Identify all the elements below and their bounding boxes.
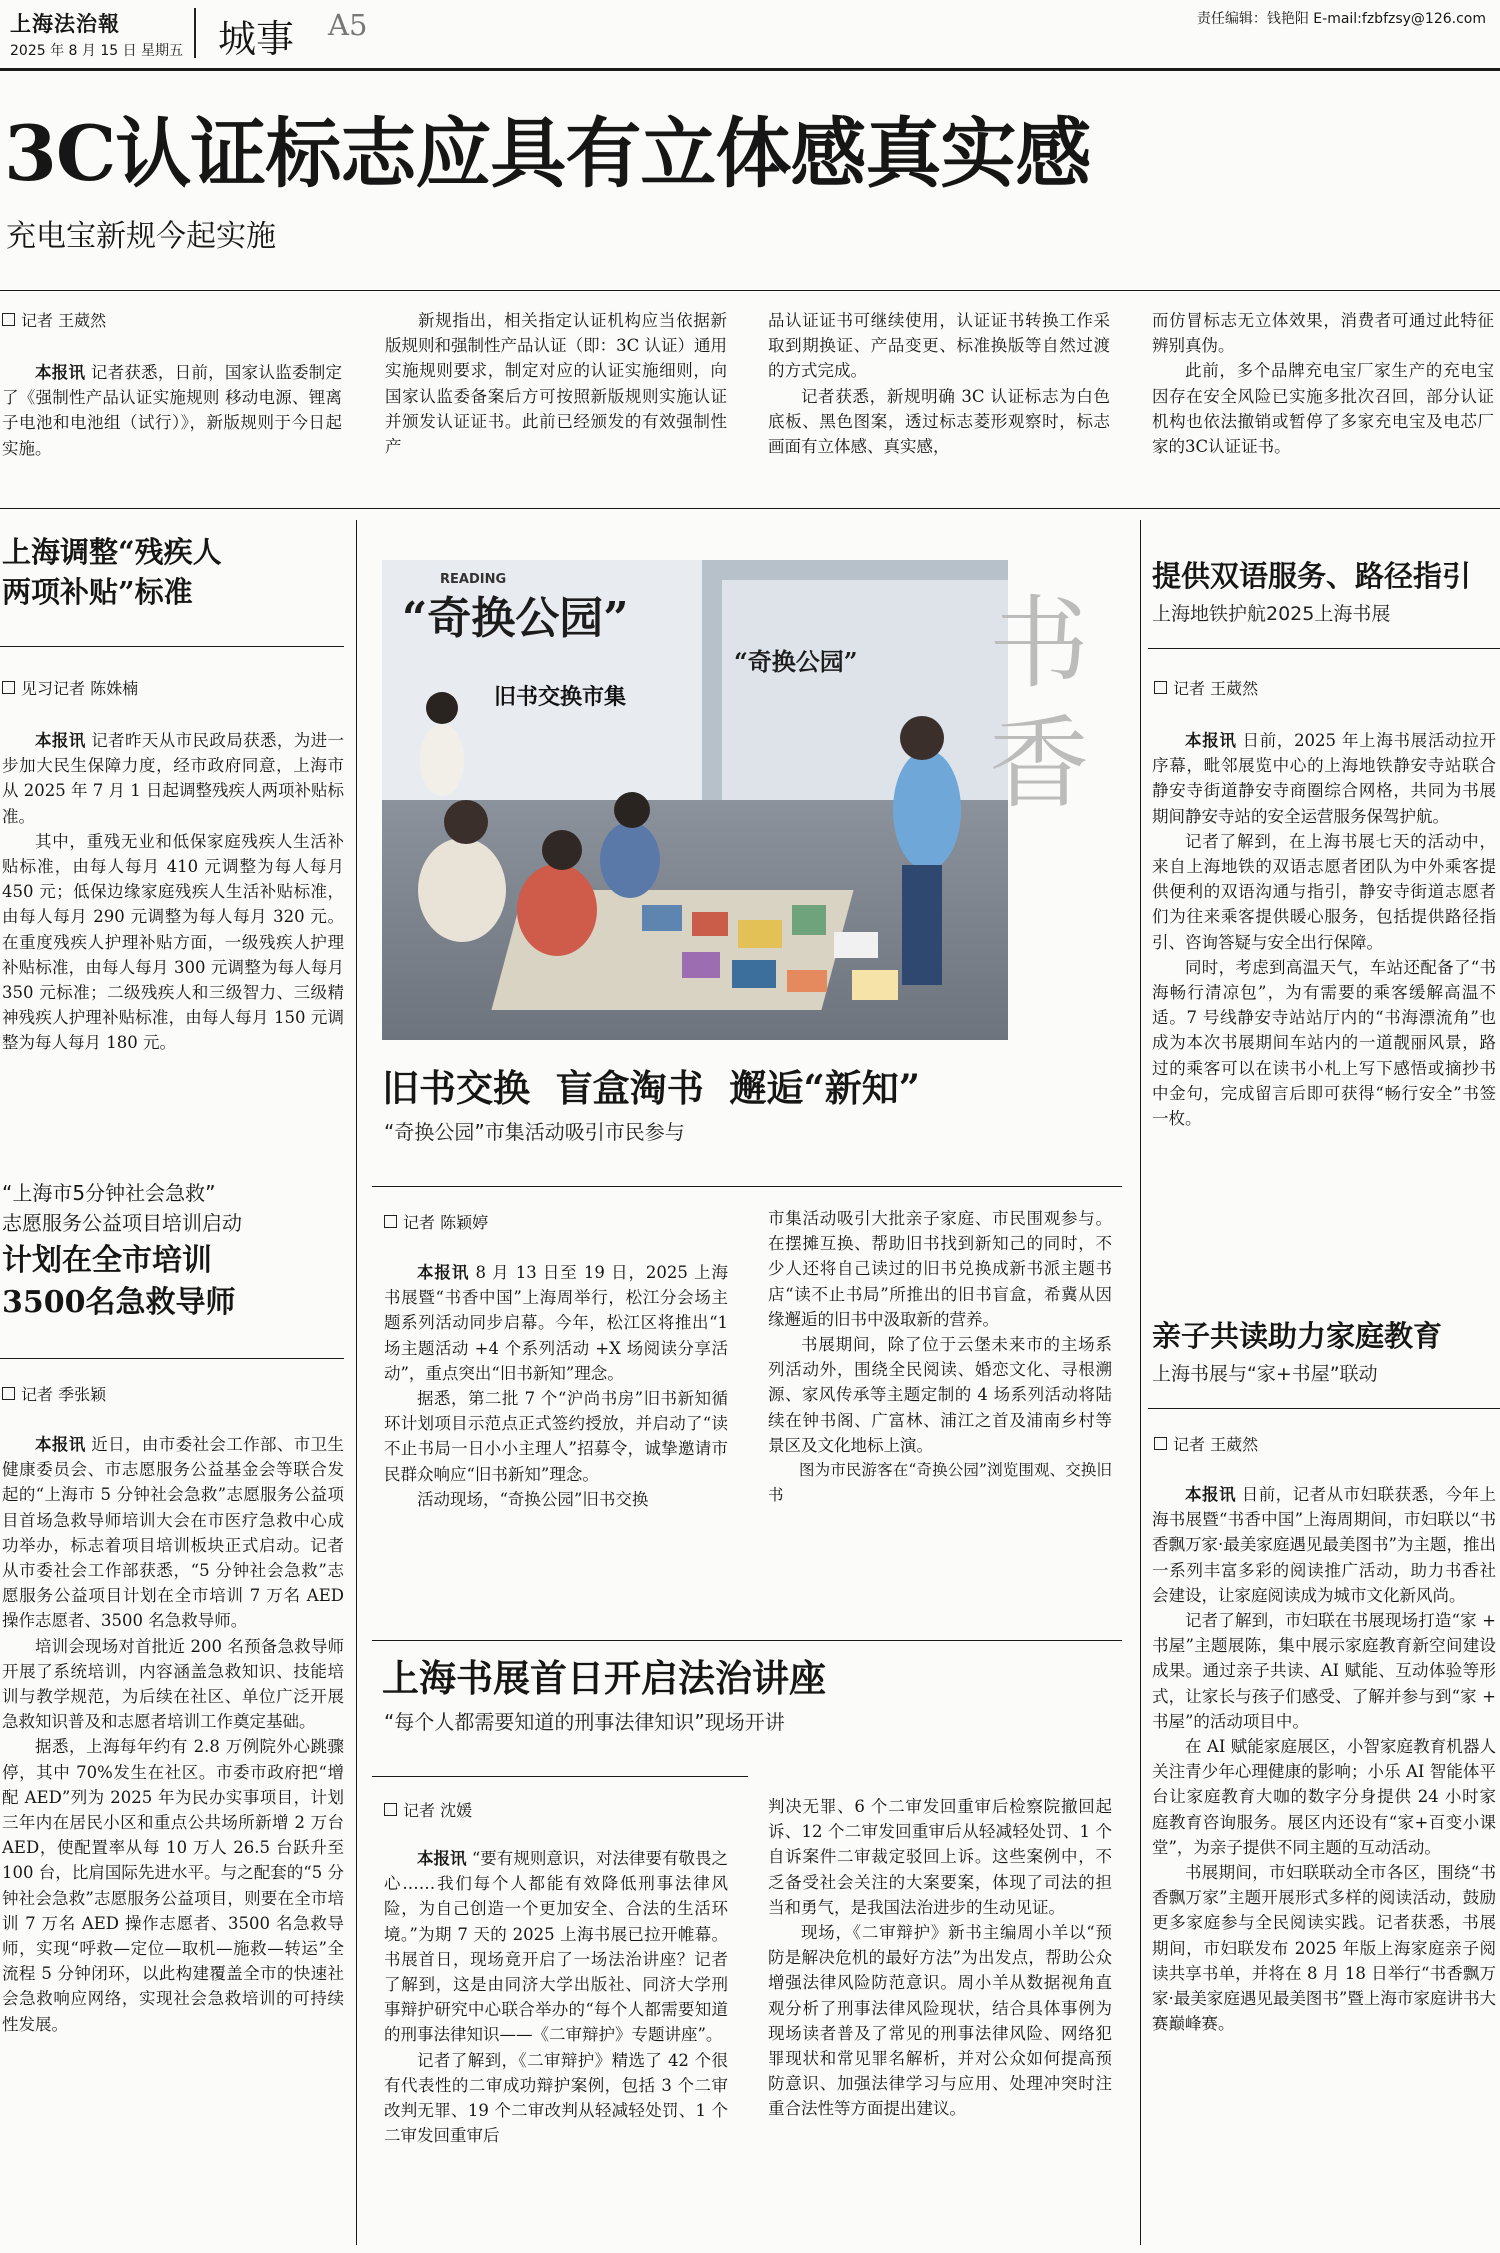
lead-byline [2,308,106,331]
metro-p2: 记者了解到，在上海书展七天的活动中，来自上海地铁的双语志愿者团队为中外乘客提供便利的双语沟通与指引，静安寺街道志愿者们为往来乘客提供暖心服务，包括提供路径指引、咨询答疑与安全出行保障。 [1152,831,1496,952]
lead-col-3 [768,308,1110,459]
masthead-rule [0,68,1500,71]
photo-sign-right: “奇换公园” [734,647,858,676]
metro-byline [1154,676,1258,699]
family-subhead: 上海书展与“家+书屋”联动 [1152,1363,1378,1385]
law-col-2 [768,1794,1112,2122]
byline-text: 记者 季张颖 [21,1385,107,1404]
book-swap-p5: 书展期间，除了位于云堡未来市的主场系列活动外，围绕全民阅读、婚恋文化、寻根溯源、家风传承等主题定制的 4 场系列活动将陆续在钟书阁、广富林、浦江之首及浦南乡村等景区及文化地标上演。 [768,1335,1112,1455]
photo-sign-main: “奇换公园” [402,593,629,644]
lead-bottom-rule [0,508,1500,509]
masthead [0,0,1500,68]
lead-text-4b: 此前，多个品牌充电宝厂家生产的充电宝因存在安全风险已实施多批次召回，部分认证机构也依法撤销或暂停了多家充电宝及电芯厂家的3C认证证书。 [1152,361,1494,457]
aid-headline-line1: 计划在全市培训 [2,1243,212,1278]
byline-text: 见习记者 陈姝楠 [21,679,139,698]
issue-date: 2025 年 8 月 15 日 星期五 [10,43,184,59]
lead-text-3a: 品认证证书可继续使用，认证证书转换工作采取到期换证、产品变更、标准换版等自然过渡的方式完成。 [768,311,1110,381]
calligraphy-title: 书香 [972,590,1089,830]
byline-box-icon [384,1215,397,1228]
lead-col-1 [2,360,342,461]
byline-box-icon [1154,681,1167,694]
disability-headline-line1: 上海调整“残疾人 [2,535,222,569]
byline-box-icon [384,1803,397,1816]
byline-box-icon [2,681,15,694]
law-p4: 现场，《二审辩护》新书主编周小羊以“预防是解决危机的最好方法”为出发点，帮助公众增强法律风险防范意识。周小羊从数据视角直观分析了刑事法律风险现状，结合具体事例为现场读者普及了常见的刑事法律风险、网络犯罪现状和常见罪名解析，并对公众如何提高预防意识、加强法律学习与应用、处理冲突时注重合法性等方面提出建议。 [768,1923,1112,2119]
col-divider-left [356,520,357,2245]
rule [1148,1408,1500,1409]
aid-kicker-line2: 志愿服务公益项目培训启动 [2,1211,242,1235]
lead-col-4 [1152,308,1494,459]
law-p1: “要有规则意识，对法律要有敬畏之心……我们每个人都能有效降低刑事法律风险，为自己创造一个更加安全、合法的生活环境。”为期 7 天的 2025 上海书展已拉开帷幕。书展首日，现场竟开启了一场法治讲座？记者了解到，这是由同济大学出版社、同济大学刑事辩护研究中心联合举办的“每个人都需要知道的刑事法律知识——《二审辩护》专题讲座”。 [384,1849,729,2045]
byline-box-icon [2,313,15,326]
lead-headline: 3C认证标志应具有立体感真实感 [4,109,1091,198]
book-swap-photo [382,560,1008,1040]
dateline: 本报讯 [1185,1485,1236,1504]
photo-sign-reading: READING [440,572,507,587]
family-p1: 日前，记者从市妇联获悉，今年上海书展暨“书香中国”上海周期间，市妇联以“书香飘万家·最美家庭遇见最美图书”为主题，推出一系列丰富多彩的阅读推广活动，助力书香社会建设，让家庭阅读成为城市文化新风尚。 [1152,1485,1497,1605]
book-swap-p2: 据悉，第二批 7 个“沪尚书房”旧书新知循环计划项目示范点正式签约授放，并启动了“读不止书局一日小小主理人”招募令，诚挚邀请市民群众响应“旧书新知”理念。 [384,1389,728,1484]
aid-p3: 据悉，上海每年约有 2.8 万例院外心跳骤停，其中 70%发生在社区。市委市政府把“增配 AED”列为 2025 年为民办实事项目，计划三年内在居民小区和重点公共场所新增 2 万台 AED，使配置率从每 10 万人 26.5 台跃升至 100 台，比肩国际先进水平。与之配套的“5 分钟社会急救”志愿服务公益项目，则要在全市培训 7 万名 AED 操作志愿者、3500 名急救导师，实现“呼救—定位—取机—施救—转运”全流程 5 分钟闭环，以此构建覆盖全市的快速社会急救响应网络，实现社会急救培训的可持续性发展。 [2,1737,344,2034]
law-p2: 记者了解到，《二审辩护》精选了 42 个很有代表性的二审成功辩护案例，包括 3 个二审改判无罪、19 个二审改判从轻减轻处罚、1 个二审发回重审后 [384,2050,728,2146]
paper-name: 上海法治報 [10,11,120,36]
aid-p1: 近日，由市委社会工作部、市卫生健康委员会、市志愿服务公益基金会等联合发起的“上海市 5 分钟社会急救”志愿服务公益项目首场急救导师培训大会在市医疗急救中心成功举办，标志着项目培训板块正式启动。记者从市委社会工作部获悉，“5 分钟社会急救”志愿服务公益项目计划在全市培训 7 万名 AED 操作志愿者、3500 名急救导师。 [2,1435,344,1631]
law-byline [384,1798,472,1821]
aid-headline [2,1240,236,1324]
rule [0,646,344,647]
byline-text: 记者 王葳然 [21,311,107,330]
dateline: 本报讯 [417,1263,470,1282]
rule [372,1186,1122,1187]
dateline: 本报讯 [35,363,86,382]
masthead-divider [194,8,196,58]
dateline: 本报讯 [35,1435,86,1454]
lead-subhead: 充电宝新规今起实施 [6,219,276,254]
lead-text-1: 记者获悉，日前，国家认监委制定了《强制性产品认证实施规则 移动电源、锂离子电池和电池组（试行）》，新版规则于今日起实施。 [2,363,343,458]
disability-body [2,728,344,1056]
disability-p2: 其中，重残无业和低保家庭残疾人生活补贴标准，由每人每月 410 元调整为每人每月 450 元；低保边缘家庭残疾人生活补贴标准，由每人每月 290 元调整为每人每月 320 元。在重度残疾人护理补贴方面，一级残疾人护理补贴标准，由每人每月 300 元调整为每人每月 350 元标准；二级残疾人和三级智力、三级精神残疾人护理补贴标准，由每人每月 150 元调整为每人每月 180 元。 [2,831,344,1053]
book-swap-col-2 [768,1206,1112,1508]
aid-headline-line2: 3500名急救导师 [2,1285,236,1320]
section-name: 城事 [218,17,295,61]
disability-byline [2,676,138,699]
rule [372,1640,1122,1641]
col-divider-right [1140,520,1141,2245]
aid-p2: 培训会现场对首批近 200 名预备急救导师开展了系统培训，内容涵盖急救知识、技能培训与教学规范，为后续在社区、单位广泛开展急救知识普及和志愿者培训工作奠定基础。 [2,1636,344,1732]
law-p3: 判决无罪、6 个二审发回重审后检察院撤回起诉、12 个二审发回重审后从轻减轻处罚、1 个自诉案件二审裁定驳回上诉。这些案例中，不乏备受社会关注的大案要案，体现了司法的担当和勇气，是我国法治进步的生动见证。 [768,1797,1112,1917]
rule [0,1358,344,1359]
family-p3: 在 AI 赋能家庭展区，小智家庭教育机器人关注青少年心理健康的影响；小乐 AI 智能体平台让家庭教育大咖的数字分身提供 24 小时家庭教育咨询服务。展区内还设有“家+百变小课堂”，为亲子提供不同主题的互动活动。 [1152,1737,1496,1857]
lead-text-2: 新规指出，相关指定认证机构应当依据新版规则和强制性产品认证（即：3C 认证）通用实施规则要求，制定对应的认证实施细则，向国家认监委备案后方可按照新版规则实施认证并颁发认证证书。此前已经颁发的有效强制性产 [385,311,727,457]
byline-text: 记者 沈媛 [403,1801,473,1820]
photo-sign-sub: 旧书交换市集 [494,684,627,710]
law-col-1 [384,1846,728,2148]
metro-headline: 提供双语服务、路径指引 [1152,559,1472,593]
aid-body [2,1432,344,2037]
law-subhead: “每个人都需要知道的刑事法律知识”现场开讲 [384,1710,785,1734]
dateline: 本报讯 [35,731,86,750]
lead-col-2 [385,308,727,459]
lead-rule [0,290,1500,291]
metro-p1: 日前，2025 年上海书展活动拉开序幕，毗邻展览中心的上海地铁静安寺站联合静安寺街道静安寺商圈综合网格，共同为书展期间静安寺站的安全运营服务保驾护航。 [1152,731,1496,826]
family-p2: 记者了解到，市妇联在书展现场打造“家 + 书屋”主题展陈，集中展示家庭教育新空间建设成果。通过亲子共读、AI 赋能、互动体验等形式，让家长与孩子们感受、了解并参与到“家 + 书屋”的活动项目中。 [1152,1611,1496,1731]
book-swap-col-1 [384,1260,728,1512]
byline-text: 记者 陈颖婷 [403,1213,489,1232]
book-swap-p3: 活动现场，“奇换公园”旧书交换 [417,1489,649,1509]
aid-kicker [2,1178,242,1238]
family-headline: 亲子共读助力家庭教育 [1152,1319,1443,1353]
book-swap-p4: 市集活动吸引大批亲子家庭、市民围观参与。在摆摊互换、帮助旧书找到新知己的同时，不少人还将自己读过的旧书兑换成新书派主题书店“读不止书局”所推出的旧书盲盒，希冀从因缘邂逅的旧书中汲取新的营养。 [768,1209,1112,1329]
book-swap-byline [384,1210,488,1233]
photo-caption: 图为市民游客在“奇换公园”浏览围观、交换旧书 [768,1461,1112,1505]
metro-body [1152,728,1496,1131]
aid-kicker-line1: “上海市5分钟社会急救” [2,1181,216,1205]
book-swap-headline: 旧书交换 盲盒淘书 邂逅“新知” [382,1066,921,1110]
dateline: 本报讯 [1185,731,1237,750]
law-headline: 上海书展首日开启法治讲座 [382,1656,826,1700]
rule [1148,648,1500,649]
family-byline [1154,1432,1258,1455]
family-body [1152,1482,1496,2036]
lead-text-4a: 而仿冒标志无立体效果，消费者可通过此特征辨别真伪。 [1152,311,1494,356]
disability-headline [2,532,342,612]
byline-box-icon [2,1387,15,1400]
metro-subhead: 上海地铁护航2025上海书展 [1152,603,1391,625]
book-swap-subhead: “奇换公园”市集活动吸引市民参与 [384,1120,685,1144]
metro-p3: 同时，考虑到高温天气，车站还配备了“书海畅行清凉包”，为有需要的乘客缓解高温不适。7 号线静安寺站站厅内的“书海漂流角”也成为本次书展期间车站内的一道靓丽风景，路过的乘客可以在读书小札上写下感悟或摘抄书中金句，完成留言后即可获得“畅行安全”书签一枚。 [1152,957,1496,1129]
book-swap-p1: 8 月 13 日至 19 日，2025 上海书展暨“书香中国”上海周举行，松江分会场主题系列活动同步启幕。今年，松江区将推出“1 场主题活动 +4 个系列活动 +X 场阅读分享活动”，重点突出“旧书新知”理念。 [384,1263,729,1383]
byline-text: 记者 王葳然 [1173,679,1259,698]
lead-text-3b: 记者获悉，新规明确 3C 认证标志为白色底板、黑色图案，透过标志菱形观察时，标志画面有立体感、真实感， [768,386,1110,457]
disability-headline-line2: 两项补贴”标准 [2,575,193,609]
dateline: 本报讯 [417,1849,467,1868]
byline-box-icon [1154,1437,1167,1450]
byline-text: 记者 王葳然 [1173,1435,1259,1454]
editor-credit: 责任编辑：钱艳阳 E-mail:fzbfzsy@126.com [1196,11,1486,27]
disability-p1: 记者昨天从市民政局获悉，为进一步加大民生保障力度，经市政府同意，上海市从 2025 年 7 月 1 日起调整残疾人两项补贴标准。 [2,731,344,826]
page-number: A5 [328,8,368,42]
rule [372,1776,748,1777]
family-p4: 书展期间，市妇联联动全市各区，围绕“书香飘万家”主题开展形式多样的阅读活动，鼓励更多家庭参与全民阅读实践。记者获悉，书展期间，市妇联发布 2025 年版上海家庭亲子阅读共享书单，并将在 8 月 18 日举行“书香飘万家·最美家庭遇见最美图书”暨上海市家庭讲书大赛巅峰赛。 [1152,1863,1496,2034]
aid-byline [2,1382,106,1405]
